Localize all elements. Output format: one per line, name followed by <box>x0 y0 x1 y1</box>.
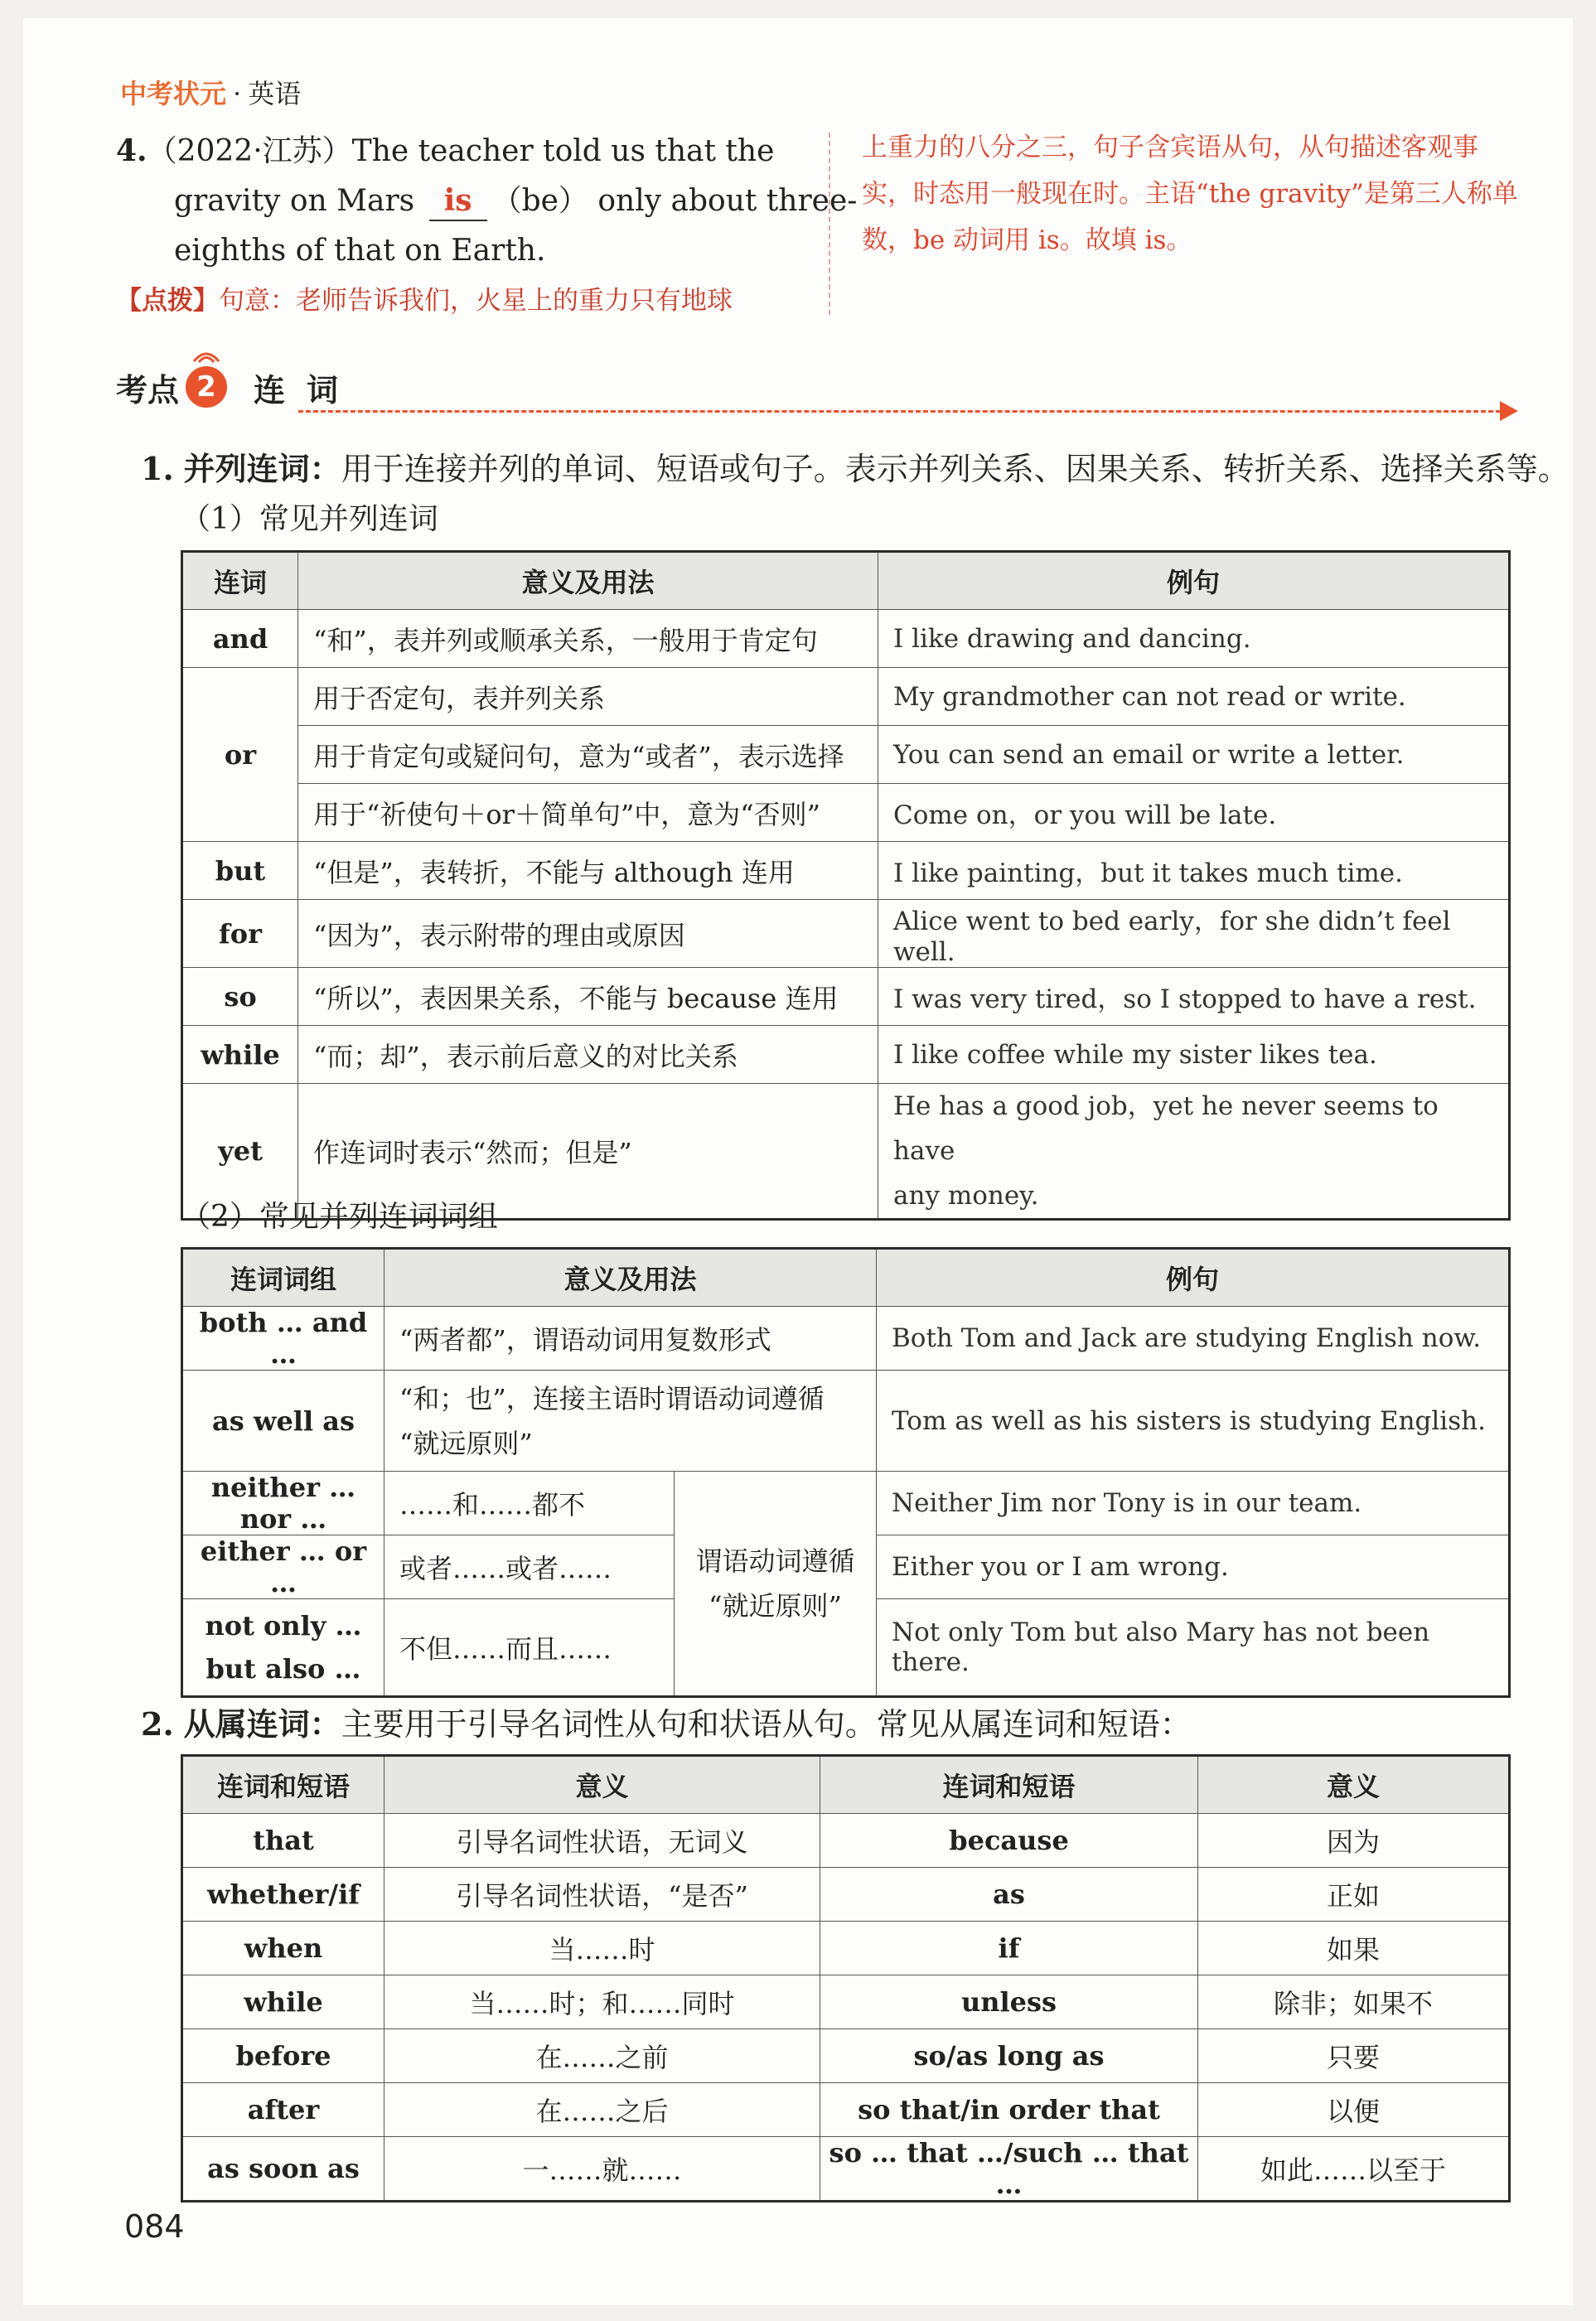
signal-wave-icon <box>189 341 224 365</box>
tip-line: 【点拨】句意：老师告诉我们，火星上的重力只有地球 <box>116 286 733 316</box>
arrow-icon <box>1500 401 1518 421</box>
meaning-cell: 当……时；和……同时 <box>384 1975 820 2029</box>
meaning-cell: 以便 <box>1198 2083 1510 2137</box>
meaning-cell: 在……之后 <box>384 2083 820 2137</box>
page-header: 中考状元 · 英语 <box>120 78 302 109</box>
table-row: both … and … “两者都”，谓语动词用复数形式 Both Tom and Jack are studying English now. <box>182 1307 1510 1371</box>
section-number-badge: 2 <box>186 366 227 408</box>
meaning-cell: 一……就…… <box>384 2137 820 2202</box>
part2-intro: 2. 从属连词：主要用于引导名词性从句和状语从句。常见从属连词和短语： <box>141 1705 1192 1743</box>
table-row <box>182 1868 1510 1922</box>
table-row: or 用于否定句，表并列关系 My grandmother can not read or write. <box>182 668 1510 726</box>
meaning-cell: 如果 <box>1198 1922 1510 1975</box>
proximity-rule-note: 谓语动词遵循 “就近原则” <box>675 1472 877 1697</box>
table-row: while “而；却”，表示前后意义的对比关系 I like coffee while my sister likes tea. <box>182 1026 1510 1084</box>
conjunction-cell: as soon as <box>182 2137 384 2202</box>
meaning-cell: 当……时 <box>384 1922 820 1975</box>
table-row <box>182 2029 1510 2083</box>
question-line-1: 4.（2022·江苏）The teacher told us that the <box>116 133 775 168</box>
table-conjunction-phrases <box>181 1247 1511 1698</box>
subject-label: 英语 <box>248 78 302 109</box>
question-line-2: gravity on Mars is （be） only about three- <box>116 176 804 226</box>
subheading-2: （2）常见并列连词词组 <box>181 1200 498 1234</box>
conjunction-cell: unless <box>820 1975 1198 2029</box>
table-row: as well as “和；也”，连接主语时谓语动词遵循 “就远原则” Tom as well as his sisters is studying English. <box>182 1371 1510 1472</box>
part1-intro: 1. 并列连词：用于连接并列的单词、短语或句子。表示并列关系、因果关系、转折关系、选择关系等。 <box>141 450 1569 487</box>
question-line-3: eighths of that on Earth. <box>174 234 546 268</box>
section-title: 连词 <box>254 371 360 409</box>
conjunction-cell: while <box>182 1975 384 2029</box>
conjunction-cell: so/as long as <box>820 2029 1198 2083</box>
conjunction-cell: whether/if <box>182 1868 384 1922</box>
table-row <box>182 2083 1510 2137</box>
meaning-cell: 只要 <box>1198 2029 1510 2083</box>
conjunction-cell: when <box>182 1922 384 1975</box>
table-row <box>182 1922 1510 1975</box>
conjunction-cell: because <box>820 1814 1198 1868</box>
page-number: 084 <box>124 2208 185 2245</box>
table-row: 用于“祈使句＋or＋简单句”中，意为“否则” Come on，or you will be late. <box>182 784 1510 842</box>
table-row: for “因为”，表示附带的理由或原因 Alice went to bed early，for she didn’t feel well. <box>182 900 1510 968</box>
table-header-row: 连词 意义及用法 例句 <box>182 552 1510 610</box>
section-heading <box>116 358 360 416</box>
tip-tag: 【点拨】 <box>116 286 219 316</box>
table-row <box>182 1814 1510 1868</box>
table-row: 用于肯定句或疑问句，意为“或者”，表示选择 You can send an email or write a letter. <box>182 726 1510 784</box>
meaning-cell: 引导名词性状语，“是否” <box>384 1868 820 1922</box>
conjunction-cell: so that/in order that <box>820 2083 1198 2137</box>
table-header-row: 连词词组 意义及用法 例句 <box>182 1249 1510 1307</box>
meaning-cell: 除非；如果不 <box>1198 1975 1510 2029</box>
conjunction-cell: as <box>820 1868 1198 1922</box>
table-body <box>182 1814 1510 2202</box>
table-subordinating-conjunctions <box>181 1754 1511 2203</box>
table-row: not only … but also … 不但……而且…… Not only Tom but also Mary has not been there. <box>182 1599 1510 1697</box>
table-row <box>182 1975 1510 2029</box>
meaning-cell: 因为 <box>1198 1814 1510 1868</box>
conjunction-cell: before <box>182 2029 384 2083</box>
table-row: so “所以”，表因果关系，不能与 because 连用 I was very tired，so I stopped to have a rest. <box>182 968 1510 1026</box>
table-row <box>182 2137 1510 2202</box>
section-rule <box>298 410 1508 413</box>
conjunction-cell: so … that …/such … that … <box>820 2137 1198 2202</box>
conjunction-cell: after <box>182 2083 384 2137</box>
brand-logo: 中考状元 <box>120 78 227 109</box>
column-divider <box>829 133 830 315</box>
section-label: 考点 <box>116 371 180 409</box>
conjunction-cell: that <box>182 1814 384 1868</box>
table-row: either … or … 或者……或者…… Either you or I am wrong. <box>182 1535 1510 1599</box>
table-header-row: 连词和短语 意义 连词和短语 意义 <box>182 1756 1510 1814</box>
table-row: but “但是”，表转折，不能与 although 连用 I like painting，but it takes much time. <box>182 842 1510 900</box>
meaning-cell: 在……之前 <box>384 2029 820 2083</box>
conjunction-cell: if <box>820 1922 1198 1975</box>
answer-blank: is <box>429 181 487 221</box>
table-coordinating-conjunctions <box>181 550 1511 1221</box>
meaning-cell: 如此……以至于 <box>1198 2137 1510 2202</box>
meaning-cell: 正如 <box>1198 1868 1510 1922</box>
answer-explanation: 上重力的八分之三，句子含宾语从句，从句描述客观事实，时态用一般现在时。主语“the gravity”是第三人称单数，be 动词用 is。故填 is。 <box>862 133 1518 255</box>
table-row: and “和”，表并列或顺承关系，一般用于肯定句 I like drawing and dancing. <box>182 610 1510 668</box>
meaning-cell: 引导名词性状语，无词义 <box>384 1814 820 1868</box>
table-row: yet 作连词时表示“然而；但是” He has a good job，yet he never seems to have any money. <box>182 1084 1510 1220</box>
question-4 <box>116 126 858 326</box>
table-row: neither … nor … ……和……都不 谓语动词遵循 “就近原则” Neither Jim nor Tony is in our team. <box>182 1472 1510 1535</box>
subheading-1: （1）常见并列连词 <box>181 502 438 536</box>
